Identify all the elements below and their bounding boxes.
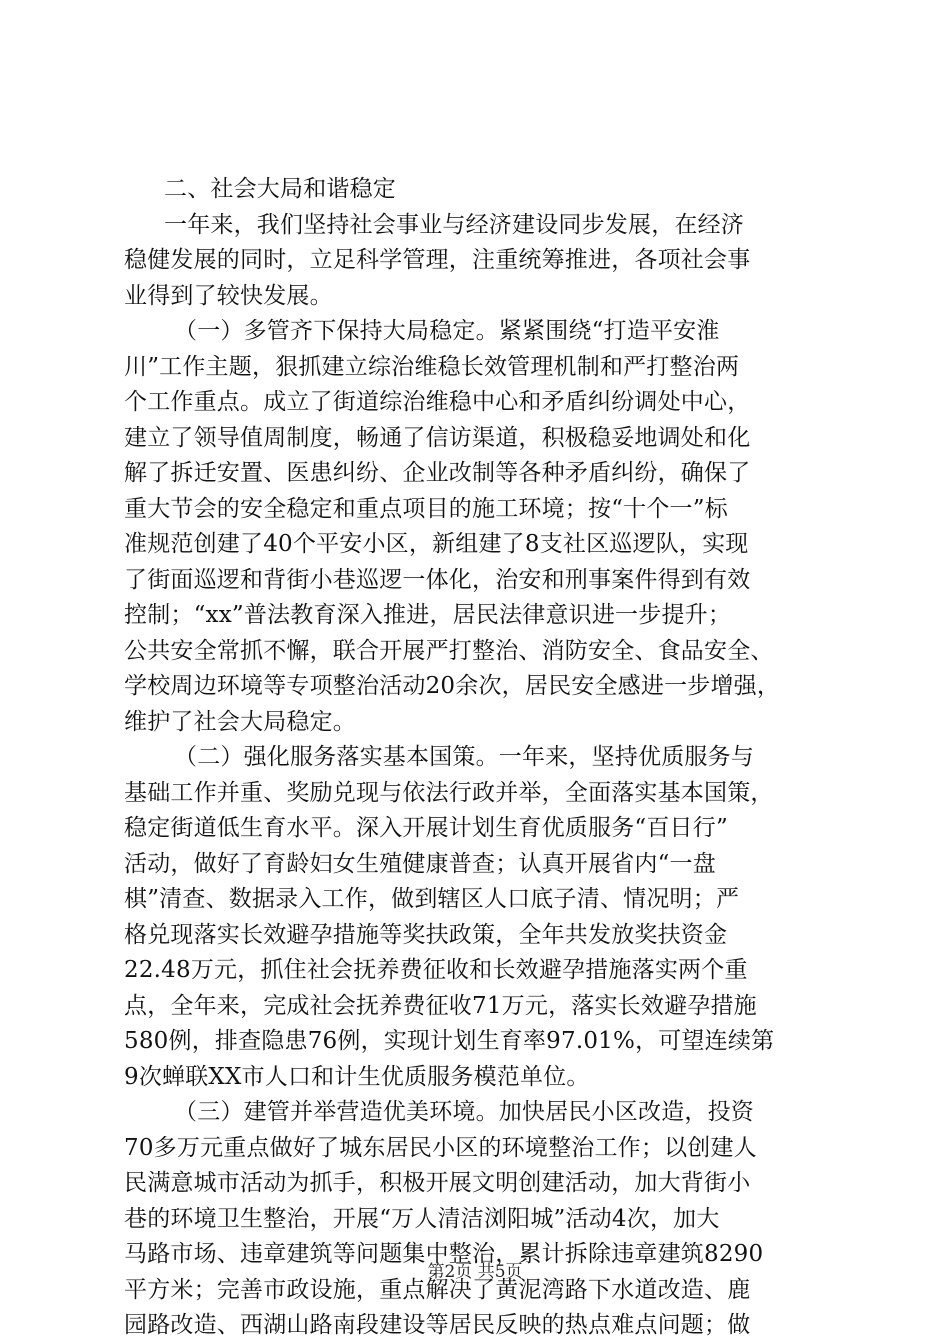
paragraph-line: 民满意城市活动为抓手，积极开展文明创建活动，加大背街小 [124, 1170, 751, 1196]
paragraph-line: 基础工作并重、奖励兑现与依法行政并举，全面落实基本国策， [124, 779, 774, 806]
paragraph-line: 控制；“xx”普法教育深入推进，居民法律意识进一步提升； [124, 602, 732, 628]
paragraph-line: 棋”清查、数据录入工作，做到辖区人口底子清、情况明；严 [124, 886, 740, 912]
paragraph-line: 稳定街道低生育水平。深入开展计划生育优质服务“百日行” [124, 815, 728, 841]
paragraph-line: 个工作重点。成立了街道综治维稳中心和矛盾纠纷调处中心， [124, 389, 751, 415]
paragraph-line: 70多万元重点做好了城东居民小区的环境整治工作；以创建人 [124, 1134, 757, 1161]
paragraph-line: 重大节会的安全稳定和重点项目的施工环境；按“十个一”标 [124, 495, 728, 522]
paragraph-line: 580例，排查隐患76例，实现计划生育率97.01%，可望连续第 [124, 1028, 775, 1054]
paragraph-line: 解了拆迁安置、医患纠纷、企业改制等各种矛盾纠纷，确保了 [124, 460, 751, 486]
paragraph-line: 活动，做好了育龄妇女生殖健康普查；认真开展省内“一盘 [124, 850, 716, 877]
paragraph-line: 公共安全常抓不懈，联合开展严打整治、消防安全、食品安全、 [124, 637, 774, 664]
paragraph-line: 建立了领导值周制度，畅通了信访渠道，积极稳妥地调处和化 [124, 424, 751, 451]
subsection-heading-line: （三）建管并举营造优美环境。加快居民小区改造，投资 [174, 1099, 754, 1125]
subsection-heading-line: （二）强化服务落实基本国策。一年来，坚持优质服务与 [174, 744, 754, 770]
paragraph-line: 学校周边环境等专项整治活动20余次，居民安全感进一步增强， [124, 673, 781, 699]
paragraph-line: 稳健发展的同时，立足科学管理，注重统筹推进，各项社会事 [124, 247, 751, 273]
paragraph-line: 了街面巡逻和背街小巷巡逻一体化，治安和刑事案件得到有效 [124, 566, 751, 593]
paragraph-line: 园路改造、西湖山路南段建设等居民反映的热点难点问题；做 [124, 1312, 751, 1338]
paragraph-line: 点，全年来，完成社会抚养费征收71万元，落实长效避孕措施 [124, 992, 757, 1019]
paragraph-line: 巷的环境卫生整治，开展“万人清洁浏阳城”活动4次，加大 [124, 1205, 720, 1232]
paragraph-line: 平方米；完善市政设施，重点解决了黄泥湾路下水道改造、鹿 [124, 1276, 751, 1303]
paragraph-line: 业得到了较快发展。 [124, 282, 333, 309]
paragraph-line: 川”工作主题，狠抓建立综治维稳长效管理机制和严打整治两 [124, 353, 740, 380]
page-footer: 第2页 共5页 [427, 1262, 523, 1282]
paragraph-line: 一年来，我们坚持社会事业与经济建设同步发展，在经济 [164, 211, 744, 238]
subsection-heading-line: （一）多管齐下保持大局稳定。紧紧围绕“打造平安淮 [174, 318, 720, 344]
paragraph-line: 马路市场、违章建筑等问题集中整治，累计拆除违章建筑8290 [124, 1241, 764, 1267]
document-body [124, 172, 836, 1344]
paragraph-line: 格兑现落实长效避孕措施等奖扶政策，全年共发放奖扶资金 [124, 921, 728, 948]
paragraph-line: 9次蝉联XX市人口和计生优质服务模范单位。 [124, 1063, 590, 1090]
paragraph-line: 准规范创建了40个平安小区，新组建了8支社区巡逻队，实现 [124, 531, 749, 557]
paragraph-line: 22.48万元，抓住社会抚养费征收和长效避孕措施落实两个重 [124, 957, 748, 983]
paragraph-line: 维护了社会大局稳定。 [124, 708, 356, 735]
section-heading: 二、社会大局和谐稳定 [164, 176, 396, 202]
